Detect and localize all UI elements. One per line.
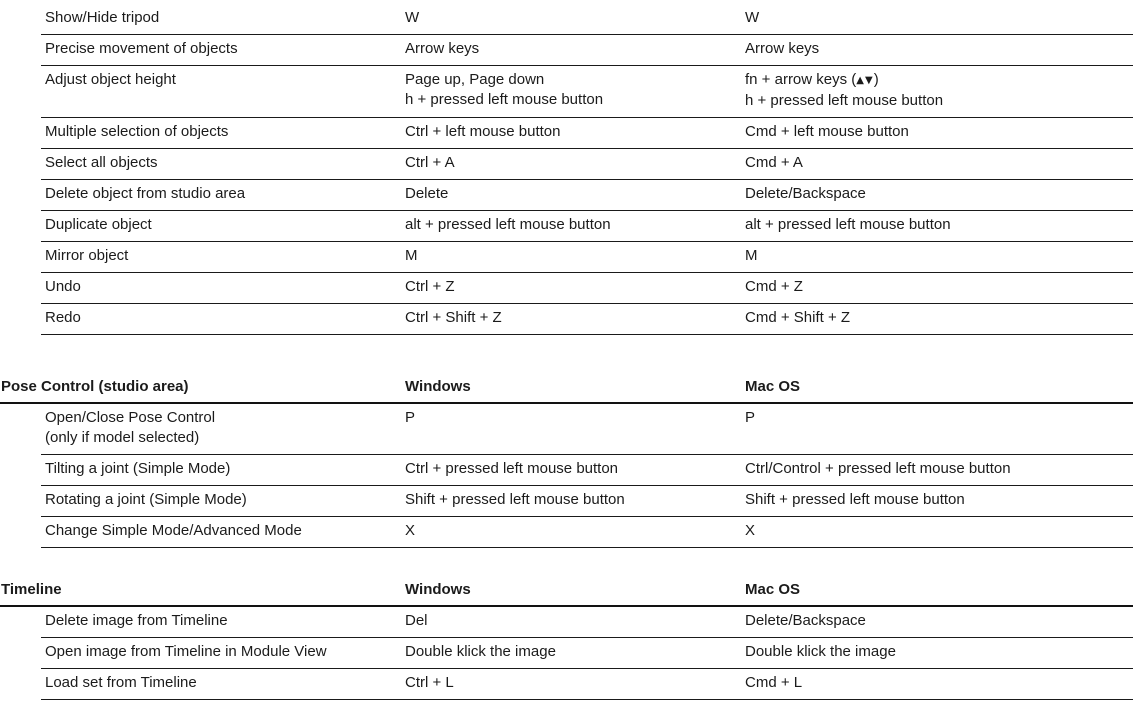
action-cell	[41, 642, 405, 662]
table-row	[41, 242, 1133, 273]
cell-text: P	[405, 409, 416, 426]
action-cell	[41, 153, 405, 173]
windows-shortcut-cell	[405, 308, 745, 328]
macos-shortcut-cell	[745, 39, 1133, 59]
cell-text: P	[745, 409, 756, 426]
cell-text: Delete image from Timeline	[45, 612, 228, 629]
macos-shortcut-cell	[745, 642, 1133, 662]
macos-shortcut-cell	[745, 70, 1133, 111]
action-cell	[41, 184, 405, 204]
cell-text: Delete	[405, 185, 449, 202]
windows-shortcut-cell	[405, 8, 745, 28]
action-cell	[41, 277, 405, 297]
macos-shortcut-cell	[745, 122, 1133, 142]
section-title: Pose Control (studio area)	[1, 378, 189, 395]
windows-shortcut-cell	[405, 70, 745, 111]
cell-text: h + pressed left mouse button	[745, 92, 944, 109]
cell-text: Precise movement of objects	[45, 40, 238, 57]
macos-shortcut-cell	[745, 8, 1133, 28]
cell-text: Cmd + Shift + Z	[745, 309, 851, 326]
cell-text: (only if model selected)	[45, 429, 200, 446]
windows-shortcut-cell	[405, 153, 745, 173]
macos-shortcut-cell	[745, 408, 1133, 448]
column-header-macos: Mac OS	[745, 581, 801, 598]
cell-text: Cmd + left mouse button	[745, 123, 909, 140]
table-row	[41, 180, 1133, 211]
action-cell	[41, 673, 405, 693]
cell-text: Open/Close Pose Control	[45, 409, 216, 426]
table-row	[41, 211, 1133, 242]
section-title: Timeline	[1, 581, 62, 598]
action-cell	[41, 490, 405, 510]
cell-text: Cmd + A	[745, 154, 803, 171]
macos-shortcut-cell	[745, 490, 1133, 510]
cell-text: M	[405, 247, 418, 264]
cell-text: X	[405, 522, 416, 539]
macos-shortcut-cell	[745, 215, 1133, 235]
table-row	[41, 66, 1133, 118]
cell-text: Ctrl + Z	[405, 278, 455, 295]
cell-text: Select all objects	[45, 154, 158, 171]
cell-text: Redo	[45, 309, 81, 326]
macos-shortcut-cell	[745, 521, 1133, 541]
action-cell	[41, 122, 405, 142]
cell-text: Arrow keys	[745, 40, 820, 57]
windows-shortcut-cell	[405, 215, 745, 235]
cell-text: Ctrl + Shift + Z	[405, 309, 502, 326]
windows-shortcut-cell	[405, 459, 745, 479]
cell-text: Undo	[45, 278, 81, 295]
windows-shortcut-cell	[405, 673, 745, 693]
cell-text: Show/Hide tripod	[45, 9, 160, 26]
windows-shortcut-cell	[405, 642, 745, 662]
windows-shortcut-cell	[405, 246, 745, 266]
shortcut-tables	[0, 4, 1133, 700]
macos-shortcut-cell	[745, 277, 1133, 297]
macos-shortcut-cell	[745, 611, 1133, 631]
action-cell	[41, 408, 405, 448]
cell-text: Multiple selection of objects	[45, 123, 229, 140]
cell-text: Delete/Backspace	[745, 612, 866, 629]
cell-text: Double klick the image	[405, 643, 556, 660]
windows-shortcut-cell	[405, 611, 745, 631]
table-row	[41, 607, 1133, 638]
section-studio-area-continued	[0, 4, 1133, 335]
cell-text: h + pressed left mouse button	[405, 91, 604, 108]
cell-text: Cmd + L	[745, 674, 803, 691]
cell-text: Ctrl + L	[405, 674, 454, 691]
windows-shortcut-cell	[405, 521, 745, 541]
action-cell	[41, 215, 405, 235]
action-cell	[41, 459, 405, 479]
cell-text: Arrow keys	[405, 40, 480, 57]
windows-shortcut-cell	[405, 490, 745, 510]
column-header-windows: Windows	[405, 378, 471, 395]
table-row	[41, 669, 1133, 700]
cell-text: Adjust object height	[45, 71, 176, 88]
windows-shortcut-cell	[405, 408, 745, 448]
action-cell	[41, 246, 405, 266]
table-row	[41, 455, 1133, 486]
table-row	[41, 304, 1133, 335]
windows-shortcut-cell	[405, 277, 745, 297]
cell-text: Delete object from studio area	[45, 185, 246, 202]
up-down-arrows-icon: ▲▼	[856, 75, 874, 86]
action-cell	[41, 611, 405, 631]
action-cell	[41, 8, 405, 28]
action-cell	[41, 39, 405, 59]
cell-text: W	[405, 9, 420, 26]
section-timeline	[0, 576, 1133, 700]
cell-text: alt + pressed left mouse button	[405, 216, 611, 233]
cell-text: Load set from Timeline	[45, 674, 197, 691]
cell-text: Ctrl + left mouse button	[405, 123, 561, 140]
cell-text: alt + pressed left mouse button	[745, 216, 951, 233]
cell-text: Open image from Timeline in Module View	[45, 643, 327, 660]
column-header-windows: Windows	[405, 581, 471, 598]
macos-shortcut-cell	[745, 246, 1133, 266]
section-header	[0, 576, 1133, 607]
section-header	[0, 373, 1133, 404]
cell-text: Shift + pressed left mouse button	[745, 491, 965, 508]
cell-text: Page up, Page down	[405, 71, 545, 88]
table-row	[41, 517, 1133, 548]
action-cell	[41, 308, 405, 328]
cell-text: Mirror object	[45, 247, 129, 264]
cell-text: Tilting a joint (Simple Mode)	[45, 460, 231, 477]
cell-text: Ctrl + A	[405, 154, 455, 171]
action-cell	[41, 70, 405, 111]
macos-shortcut-cell	[745, 153, 1133, 173]
cell-text: Double klick the image	[745, 643, 896, 660]
cell-text: Ctrl + pressed left mouse button	[405, 460, 619, 477]
macos-shortcut-cell	[745, 673, 1133, 693]
windows-shortcut-cell	[405, 122, 745, 142]
cell-text: Rotating a joint (Simple Mode)	[45, 491, 247, 508]
table-row	[41, 4, 1133, 35]
table-row	[41, 149, 1133, 180]
section-pose-control	[0, 373, 1133, 548]
table-row	[41, 273, 1133, 304]
macos-shortcut-cell	[745, 459, 1133, 479]
cell-text: Shift + pressed left mouse button	[405, 491, 625, 508]
macos-shortcut-cell	[745, 184, 1133, 204]
cell-text: Ctrl/Control + pressed left mouse button	[745, 460, 1011, 477]
cell-text: X	[745, 522, 756, 539]
macos-shortcut-cell	[745, 308, 1133, 328]
table-row	[41, 404, 1133, 455]
cell-text: Duplicate object	[45, 216, 152, 233]
column-header-macos: Mac OS	[745, 378, 801, 395]
cell-text: M	[745, 247, 758, 264]
cell-text: Cmd + Z	[745, 278, 803, 295]
table-row	[41, 638, 1133, 669]
table-row	[41, 35, 1133, 66]
cell-text: Delete/Backspace	[745, 185, 866, 202]
cell-text: Del	[405, 612, 428, 629]
cell-text: fn + arrow keys (▲▼)	[745, 71, 879, 88]
cell-text: Change Simple Mode/Advanced Mode	[45, 522, 302, 539]
windows-shortcut-cell	[405, 184, 745, 204]
cell-text: W	[745, 9, 760, 26]
table-row	[41, 118, 1133, 149]
windows-shortcut-cell	[405, 39, 745, 59]
action-cell	[41, 521, 405, 541]
table-row	[41, 486, 1133, 517]
